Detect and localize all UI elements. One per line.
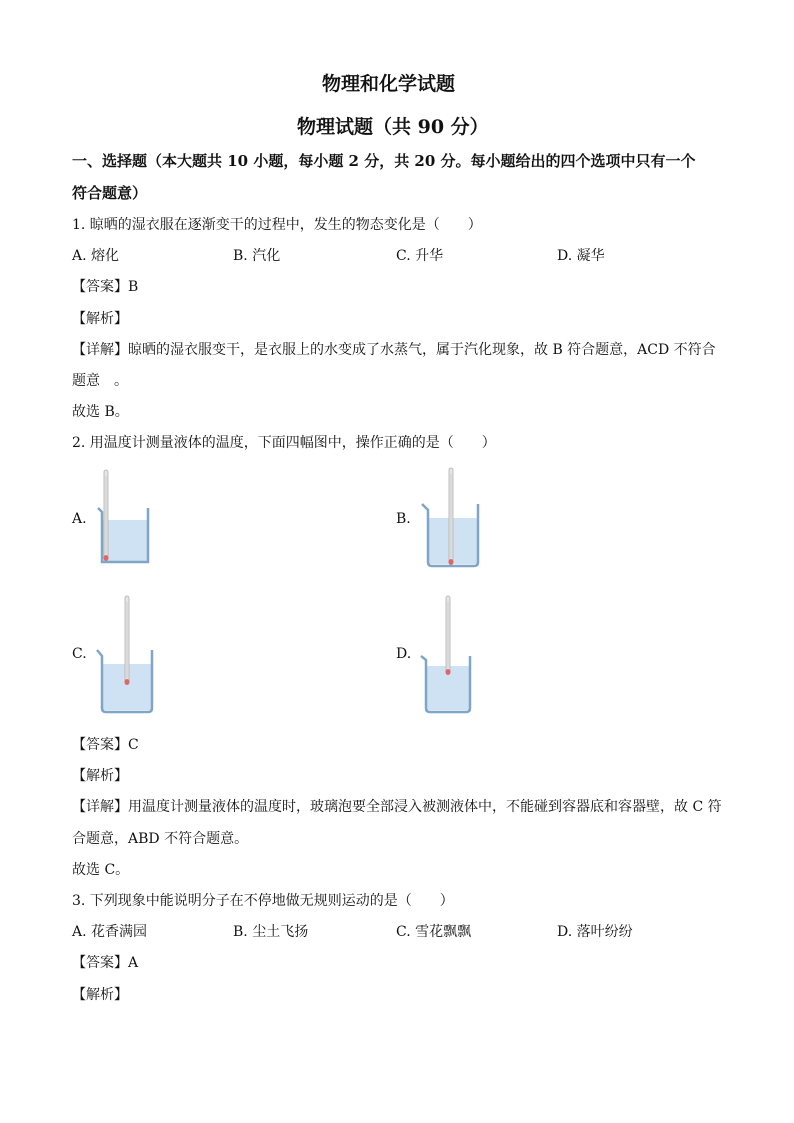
q2-label-a: A. <box>72 511 87 527</box>
answer-tag: 【答案】 <box>72 737 128 753</box>
q2-analysis-tag: 【解析】 <box>72 768 128 784</box>
section-heading-line1: 一、选择题（本大题共 10 小题，每小题 2 分，共 20 分。每小题给出的四个选项中只有一个 <box>72 152 696 170</box>
answer-value: A <box>128 955 139 971</box>
q1-detail-line2: 题意 。 <box>72 373 128 389</box>
q3-analysis-tag: 【解析】 <box>72 987 128 1003</box>
q2-detail-line1 <box>72 796 722 816</box>
figure-c-beaker <box>94 594 160 716</box>
figure-d-beaker <box>418 594 478 716</box>
answer-value: B <box>128 279 139 295</box>
q2-label-c: C. <box>72 646 87 662</box>
page-subtitle: 物理试题（共 90 分） <box>297 116 489 138</box>
detail-text: 晾晒的湿衣服变干，是衣服上的水变成了水蒸气，属于汽化现象，故 B 符合题意，ACD 不符合 <box>128 342 716 358</box>
q3-stem: 3. 下列现象中能说明分子在不停地做无规则运动的是（ ） <box>72 893 454 909</box>
q1-option-a: A. 熔化 <box>72 248 120 264</box>
section-heading-line2: 符合题意） <box>72 184 148 202</box>
q1-detail-line1 <box>72 339 716 359</box>
q3-option-a: A. 花香满园 <box>72 924 148 940</box>
detail-tag: 【详解】 <box>72 799 128 815</box>
q2-stem: 2. 用温度计测量液体的温度，下面四幅图中，操作正确的是（ ） <box>72 435 496 451</box>
q1-analysis-tag: 【解析】 <box>72 311 128 327</box>
q2-conclusion: 故选 C。 <box>72 862 130 878</box>
page-title: 物理和化学试题 <box>322 73 456 95</box>
q1-stem: 1. 晾晒的湿衣服在逐渐变干的过程中，发生的物态变化是（ ） <box>72 217 482 233</box>
q3-answer <box>72 952 138 972</box>
q2-answer <box>72 734 139 754</box>
q1-option-d: D. 凝华 <box>557 248 605 264</box>
q2-detail-line2: 合题意，ABD 不符合题意。 <box>72 831 249 847</box>
q2-label-b: B. <box>396 511 411 527</box>
q3-option-c: C. 雪花飘飘 <box>396 924 472 940</box>
q1-option-b: B. 汽化 <box>233 248 281 264</box>
answer-tag: 【答案】 <box>72 279 128 295</box>
q1-answer <box>72 276 138 296</box>
detail-tag: 【详解】 <box>72 342 128 358</box>
answer-value: C <box>128 737 139 753</box>
figure-a-beaker <box>94 468 158 568</box>
q3-option-b: B. 尘土飞扬 <box>233 924 309 940</box>
q2-label-d: D. <box>396 646 412 662</box>
q1-conclusion: 故选 B。 <box>72 404 129 420</box>
q3-option-d: D. 落叶纷纷 <box>557 924 633 940</box>
detail-text: 用温度计测量液体的温度时，玻璃泡要全部浸入被测液体中，不能碰到容器底和容器壁，故 C 符 <box>128 799 722 815</box>
answer-tag: 【答案】 <box>72 955 128 971</box>
figure-b-beaker <box>418 466 488 572</box>
q1-option-c: C. 升华 <box>396 248 444 264</box>
